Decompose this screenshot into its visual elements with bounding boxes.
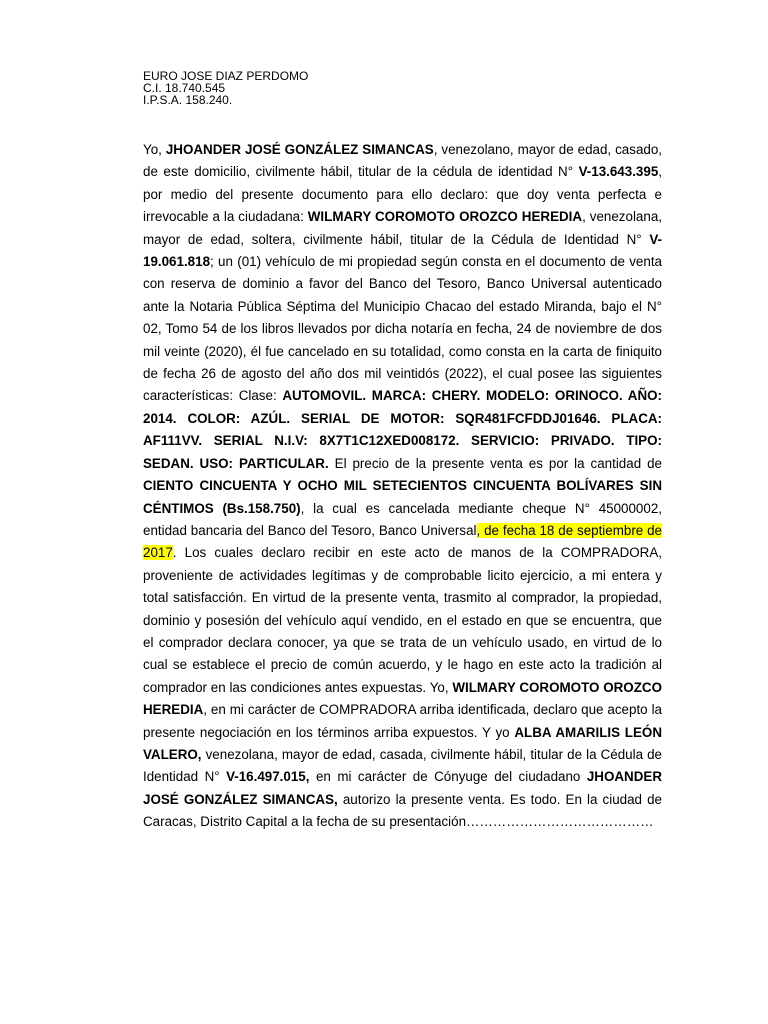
text-segment: , en mi carácter de COMPRADORA arriba identificada, declaro que acepto la presente negociación en los términos arriba expuestos. Y yo	[143, 702, 662, 740]
spouse-id: V-16.497.015,	[226, 769, 310, 785]
sale-declaration-paragraph	[143, 139, 662, 834]
vehicle-details: AUTOMOVIL. MARCA: CHERY. MODELO: ORINOCO. AÑO: 2014. COLOR: AZÚL. SERIAL DE MOTOR: SQR481FCFDDJ01646. PLACA: AF111VV. SERIAL N.I.V: 8X7T1C12XED008172. SERVICIO: PRIVADO. TIPO: SEDAN. USO: PARTICULAR.	[143, 388, 663, 471]
text-segment: autorizo la presente venta. Es todo. En la ciudad de Caracas, Distrito Capital a la fecha de su presentación……………………………………	[143, 791, 662, 830]
text-segment: , venezolana, mayor de edad, soltera, civilmente hábil, titular de la Cédula de Identidad N°	[143, 209, 662, 247]
attorney-id: C.I. 18.740.545	[143, 81, 226, 95]
attorney-name: EURO JOSE DIAZ PERDOMO	[143, 69, 309, 83]
text-segment: en mi carácter de Cónyuge del ciudadano	[309, 769, 587, 785]
text-segment: Yo,	[143, 142, 166, 157]
buyer-id: V-19.061.818	[143, 231, 662, 270]
spouse-name: ALBA AMARILIS LEÓN VALERO,	[143, 724, 662, 762]
seller-name: JHOANDER JOSÉ GONZÁLEZ SIMANCAS	[165, 142, 434, 157]
text-segment: venezolana, mayor de edad, casada, civilmente hábil, titular de la Cédula de Identidad N°	[143, 746, 662, 785]
text-segment: , por medio del presente documento para ello declaro: que doy venta perfecta e irrevocable a la ciudadana:	[143, 164, 662, 225]
buyer-name-repeat: WILMARY COROMOTO OROZCO HEREDIA	[143, 679, 662, 718]
buyer-name: WILMARY COROMOTO OROZCO HEREDIA	[307, 209, 583, 225]
seller-id: V-13.643.395	[578, 164, 659, 180]
text-segment: , la cual es cancelada mediante cheque N° 45000002, entidad bancaria del Banco del Tesoro, Banco Universal	[143, 500, 662, 538]
text-segment: . Los cuales declaro recibir en este acto de manos de la COMPRADORA, proveniente de actividades legítimas y de comprobable licito ejercicio, a mi entera y total satisfacción. En virtud de la presente venta, trasmito al comprador, la propiedad, dominio y posesión del vehículo aquí vendido, en el estado en que se encuentra, que el comprador declara conocer, ya que se trata de un vehículo usado, en virtud de lo cual se establece el precio de común acuerdo, y le hago en este acto la tradición al comprador en las condiciones antes expuestas. Yo,	[143, 545, 662, 695]
text-segment: El precio de la presente venta es por la cantidad de	[328, 455, 662, 471]
seller-name-repeat: JHOANDER JOSÉ GONZÁLEZ SIMANCAS,	[143, 769, 662, 807]
highlighted-date: , de fecha 18 de septiembre de 2017	[143, 522, 662, 561]
text-segment: , venezolano, mayor de edad, casado, de este domicilio, civilmente hábil, titular de la cédula de identidad N°	[143, 142, 663, 180]
text-segment: ; un (01) vehículo de mi propiedad según consta en el documento de venta con reserva de dominio a favor del Banco del Tesoro, Banco Universal autenticado ante la Notaria Pública Séptima del Municipio Chacao del estado Miranda, bajo el N° 02, Tomo 54 de los libros llevados por dicha notaría en fecha, 24 de noviembre de dos mil veinte (2020), él fue cancelado en su totalidad, como consta en la carta de finiquito de fecha 26 de agosto del año dos mil veintidós (2022), el cual posee las siguientes características: Clase:	[143, 254, 662, 404]
document-header	[143, 70, 308, 106]
sale-price: CIENTO CINCUENTA Y OCHO MIL SETECIENTOS CINCUENTA BOLÍVARES SIN CÉNTIMOS (Bs.158.750)	[143, 478, 662, 516]
attorney-ipsa: I.P.S.A. 158.240.	[143, 93, 233, 107]
